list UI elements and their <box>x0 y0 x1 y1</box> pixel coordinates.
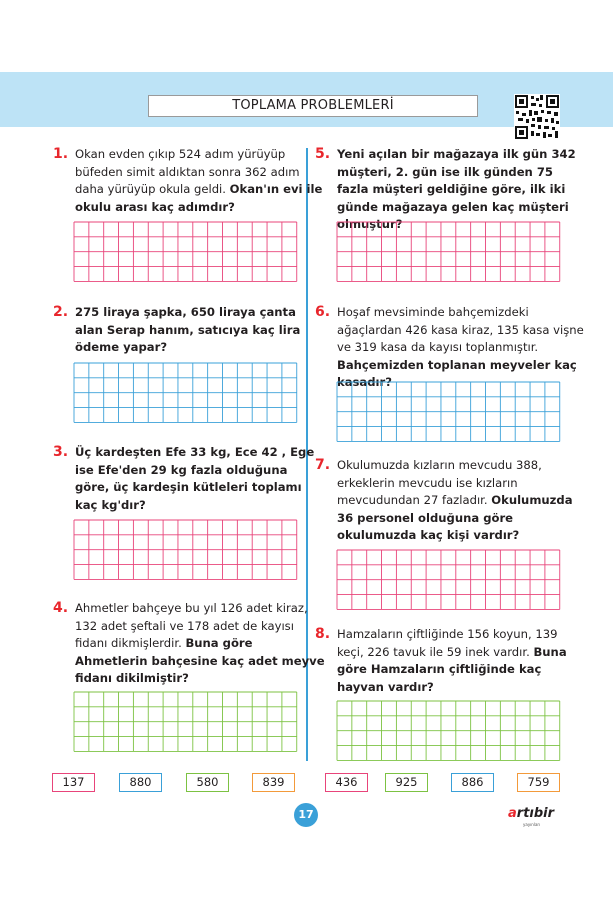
answer-box-5: 436 <box>325 773 368 792</box>
brand-subtitle: yayınları <box>523 822 541 827</box>
answer-grid-2[interactable] <box>73 362 298 423</box>
problem-text: Üç kardeşten Efe 33 kg, Ece 42 , Ege ise Efe'den 29 kg fazla olduğuna göre, üç kardeşin kütleleri toplamı kaç kg'dır? <box>75 445 315 512</box>
problem-4 <box>53 600 325 688</box>
problem-number: 3. <box>53 444 69 460</box>
problem-text: Ahmetler bahçeye bu yıl 126 adet kiraz, 132 adet şeftali ve 178 adet de kayısı fidanı dikmişlerdir. Buna göre Ahmetlerin bahçesine kaç adet meyve fidanı dikilmiştir? <box>75 601 325 685</box>
problem-2 <box>53 304 325 357</box>
answer-grid-4[interactable] <box>73 691 298 752</box>
brand-logo: artıbir <box>508 806 555 821</box>
answer-grid-8[interactable] <box>336 700 561 761</box>
grid-lines <box>336 549 561 610</box>
problem-3 <box>53 444 325 514</box>
grid-lines <box>73 691 298 752</box>
problem-number: 2. <box>53 304 69 320</box>
problem-text: 275 liraya şapka, 650 liraya çanta alan Serap hanım, satıcıya kaç lira ödeme yapar? <box>75 305 301 354</box>
problem-8 <box>315 626 587 696</box>
problem-6 <box>315 304 587 392</box>
problem-text: Okan evden çıkıp 524 adım yürüyüp büfeden simit aldıktan sonra 362 adım daha yürüyüp okula geldi. Okan'ın evi ile okulu arası kaç adımdır? <box>75 147 323 214</box>
answer-grid-1[interactable] <box>73 221 298 282</box>
grid-lines <box>336 700 561 761</box>
answer-key <box>0 773 613 795</box>
page-title: TOPLAMA PROBLEMLERİ <box>148 95 478 117</box>
grid-lines <box>73 519 298 580</box>
answer-grid-5[interactable] <box>336 221 561 282</box>
qr-code-icon <box>514 94 560 140</box>
page-number: 17 <box>294 803 318 827</box>
answer-grid-6[interactable] <box>336 381 561 442</box>
answer-box-6: 925 <box>385 773 428 792</box>
answer-box-1: 137 <box>52 773 95 792</box>
problem-1 <box>53 146 325 216</box>
answer-box-4: 839 <box>252 773 295 792</box>
problem-7 <box>315 457 587 545</box>
grid-lines <box>73 221 298 282</box>
answer-box-2: 880 <box>119 773 162 792</box>
problem-number: 6. <box>315 304 331 320</box>
problem-number: 7. <box>315 457 331 473</box>
problem-number: 4. <box>53 600 69 616</box>
answer-box-8: 759 <box>517 773 560 792</box>
grid-lines <box>336 381 561 442</box>
problem-text: Hoşaf mevsiminde bahçemizdeki ağaçlardan 426 kasa kiraz, 135 kasa vişne ve 319 kasa da kayısı toplanmıştır. Bahçemizden toplanan meyveler kaç kasadır? <box>337 305 584 389</box>
answer-box-7: 886 <box>451 773 494 792</box>
problem-text: Hamzaların çiftliğinde 156 koyun, 139 keçi, 226 tavuk ile 59 inek vardır. Buna göre Hamzaların çiftliğinde kaç hayvan vardır? <box>337 627 567 694</box>
problem-text: Yeni açılan bir mağazaya ilk gün 342 müşteri, 2. gün ise ilk günden 75 fazla müşteri geldiğine göre, ilk iki günde mağazaya gelen kaç müşteri olmuştur? <box>337 147 576 231</box>
problem-text: Okulumuzda kızların mevcudu 388, erkeklerin mevcudu ise kızların mevcudundan 27 fazladır. Okulumuzda 36 personel olduğuna göre okulumuzda kaç kişi vardır? <box>337 458 573 542</box>
grid-lines <box>73 362 298 423</box>
answer-grid-3[interactable] <box>73 519 298 580</box>
problem-number: 5. <box>315 146 331 162</box>
answer-box-3: 580 <box>186 773 229 792</box>
problem-number: 1. <box>53 146 69 162</box>
answer-grid-7[interactable] <box>336 549 561 610</box>
problem-number: 8. <box>315 626 331 642</box>
grid-lines <box>336 221 561 282</box>
